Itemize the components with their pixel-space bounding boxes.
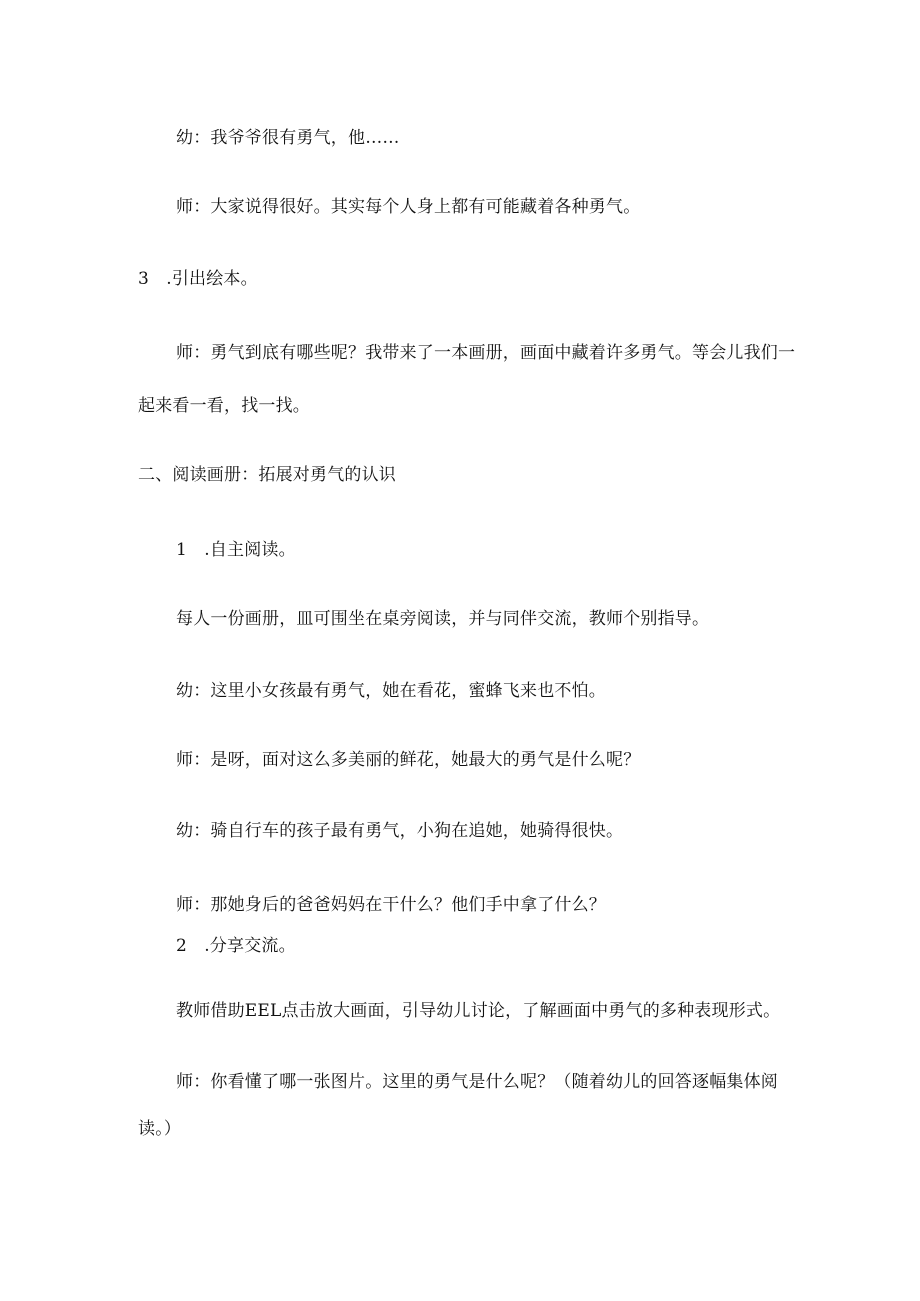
dialogue-teacher-4: 师：那她身后的爸爸妈妈在干什么？他们手中拿了什么？: [176, 895, 606, 915]
dialogue-teacher-2-line-2: 起来看一看，找一找。: [138, 396, 310, 416]
step-heading-3: 3 .引出绘本。: [138, 269, 258, 289]
dialogue-child-3: 幼：骑自行车的孩子最有勇气，小狗在追她，她骑得很快。: [176, 821, 624, 841]
dialogue-child-1: 幼：我爷爷很有勇气，他……: [176, 128, 400, 148]
instruction-paragraph-2: 教师借助EEL点击放大画面，引导幼儿讨论，了解画面中勇气的多种表现形式。: [176, 1001, 781, 1021]
dialogue-teacher-1: 师：大家说得很好。其实每个人身上都有可能藏着各种勇气。: [176, 197, 641, 217]
step-heading-1: 1 .自主阅读。: [176, 540, 296, 560]
step-heading-2: 2 .分享交流。: [176, 936, 296, 956]
dialogue-teacher-5-line-2: 读。）: [138, 1119, 182, 1139]
dialogue-teacher-2-line-1: 师：勇气到底有哪些呢？我带来了一本画册，画面中藏着许多勇气。等会儿我们一: [176, 343, 796, 363]
section-heading-2: 二、阅读画册：拓展对勇气的认识: [138, 465, 396, 485]
dialogue-child-2: 幼：这里小女孩最有勇气，她在看花，蜜蜂飞来也不怕。: [176, 681, 606, 701]
dialogue-teacher-5-line-1: 师：你看懂了哪一张图片。这里的勇气是什么呢？（随着幼儿的回答逐幅集体阅: [176, 1072, 778, 1092]
dialogue-teacher-3: 师：是呀，面对这么多美丽的鲜花，她最大的勇气是什么呢？: [176, 750, 641, 770]
instruction-paragraph: 每人一份画册，皿可围坐在桌旁阅读，并与同伴交流，教师个别指导。: [176, 609, 710, 629]
